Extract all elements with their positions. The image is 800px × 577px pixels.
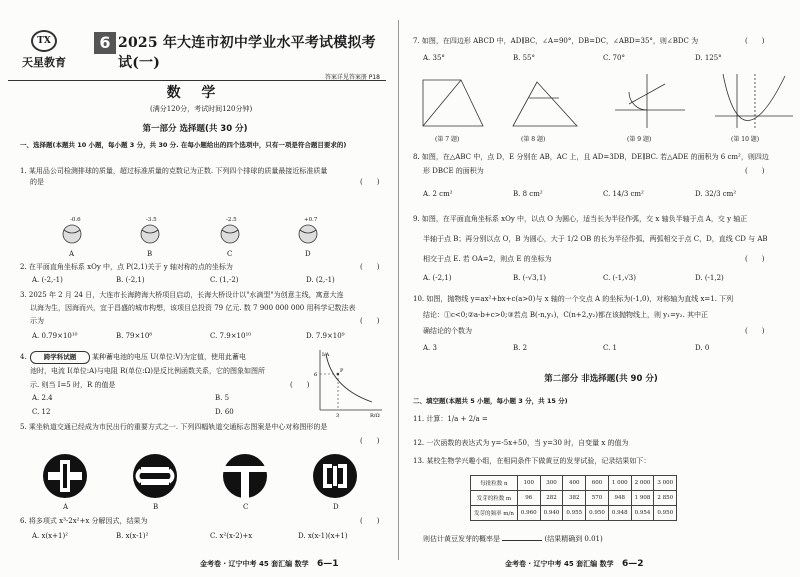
answer-paren: ( ) (360, 263, 380, 271)
table-cell: 每批粒数 n (471, 476, 518, 491)
q8-option-a: A. 2 cm² (423, 190, 453, 198)
table-cell: 570 (586, 491, 609, 506)
table-cell: 发芽的粒数 m (471, 491, 518, 506)
q3-option-a: A. 0.79×10¹⁰ (32, 332, 78, 340)
q2-option-c: C. (1,-2) (210, 276, 239, 284)
point-label: P (340, 368, 344, 374)
ball-value: -0.6 (70, 217, 81, 223)
q4-option-c: C. 12 (32, 408, 51, 416)
table-row (471, 491, 677, 506)
figure-caption: (第 8 题) (521, 136, 546, 143)
q13-answer-label: 则估计黄豆发芽的概率是 (423, 535, 500, 543)
table-cell: 0.948 (608, 506, 631, 521)
table-cell: 0.955 (563, 506, 586, 521)
table-cell: 3 000 (654, 476, 677, 491)
q4-option-a: A. 2.4 (32, 394, 53, 402)
figure-caption: (第 9 题) (627, 136, 652, 143)
answer-paren: ( ) (290, 381, 310, 389)
q10-text-3: 确结论的个数为 (423, 327, 472, 335)
q3-option-d: D. 7.9×10⁹ (306, 332, 345, 340)
q6-text: 6. 将多项式 x³-2x²+x 分解因式，结果为 (20, 517, 148, 525)
q8-text: 8. 如图，在△ABC 中，点 D，E 分别在 AB，AC 上，且 AD=3DB，DE∥BC. 若△ADE 的面积为 6 cm²，则四边 (413, 153, 769, 161)
answer-paren: ( ) (745, 37, 765, 45)
q8-text-2: 形 DBCE 的面积为 (423, 167, 484, 175)
answer-paren: ( ) (745, 167, 765, 175)
q6-option-b: B. x(x-1)² (116, 532, 149, 540)
q6-option-d: D. x(x-1)(x+1) (298, 532, 348, 540)
table-row (471, 476, 677, 491)
q9-text-2: 半轴于点 B；再分别以点 O，B 为圆心，大于 1/2 OB 的长为半径作弧，两弧相交于点 C，D，直线 CD 与 AB (423, 235, 768, 243)
q8-option-d: D. 32/3 cm² (695, 190, 737, 198)
cross-subject-badge: 跨学科试题 (30, 351, 90, 364)
q7-option-c: C. 70° (603, 54, 625, 62)
q3-option-c: C. 7.9×10¹⁰ (210, 332, 252, 340)
option-label: B (147, 250, 153, 258)
q9-text-3: 相交于点 E. 若 OA=2，则点 E 的坐标为 (423, 255, 552, 263)
logo-text: 天星教育 (22, 56, 66, 69)
table-row (471, 506, 677, 521)
publisher-logo (14, 30, 74, 72)
q9-option-c: C. (-1,√3) (603, 274, 636, 282)
subject-title: 数 学 (166, 85, 224, 101)
ball-value: +0.7 (304, 217, 318, 223)
option-label: B (153, 503, 159, 511)
q10-option-d: D. 0 (695, 344, 710, 352)
q3-text-3: 示为 (30, 317, 44, 325)
q13-precision-note: (结果精确到 0.01) (544, 535, 603, 543)
answer-paren: ( ) (360, 517, 380, 525)
germination-table (470, 475, 677, 521)
q12-text: 12. 一次函数的表达式为 y=-5x+50，当 y=30 时，自变量 x 的值为 (413, 439, 629, 447)
logo-a (43, 454, 87, 498)
q8-option-c: C. 14/3 cm² (603, 190, 644, 198)
ball-value: -3.5 (146, 217, 157, 223)
answer-paren: ( ) (360, 178, 380, 186)
table-cell: 400 (563, 476, 586, 491)
table-cell: 282 (540, 491, 563, 506)
transit-logos (40, 452, 360, 502)
q8-option-b: B. 8 cm² (513, 190, 543, 198)
q2-option-d: D. (2,-1) (306, 276, 335, 284)
option-label: D (305, 250, 311, 258)
q7-option-d: D. 125° (695, 54, 722, 62)
section1-instructions: 一、选择题(本题共 10 小题，每小题 3 分，共 30 分. 在每小题给出的四个选项中，只有一项是符合题目要求的) (20, 141, 347, 149)
answer-paren: ( ) (360, 437, 380, 445)
q10-text-2: 结论：①c<0;②a-b+c>0;③若点 B(-n,y₁)，C(n+2,y₂)都在该抛物线上，则 y₁=y₂. 其中正 (423, 311, 709, 319)
q4-number: 4. (20, 353, 27, 361)
table-cell: 382 (563, 491, 586, 506)
q5-text: 5. 乘坐轨道交通已经成为市民出行的重要方式之一. 下列四幅轨道交通标志图案是中心对称图形的是 (20, 423, 328, 431)
q7-option-b: B. 55° (513, 54, 536, 62)
divider (8, 80, 386, 81)
page-number: 6—1 (317, 559, 339, 569)
table-cell: 0.954 (631, 506, 654, 521)
q11-text: 11. 计算：1/a + 2/a = (413, 415, 488, 423)
logo-c (223, 454, 267, 498)
part1-title: 第一部分 选择题(共 30 分) (142, 124, 248, 134)
q7-text: 7. 如图，在四边形 ABCD 中，AD∥BC，∠A=90°，DB=DC，∠ABD=35°，则∠BDC 为 (413, 37, 699, 45)
page-gutter (398, 20, 399, 560)
volleyball-figures (60, 222, 330, 246)
figures-7-10 (415, 70, 795, 132)
footer-text: 金考卷 · 辽宁中考 45 套汇编 数学 (505, 560, 614, 568)
q2-text: 2. 在平面直角坐标系 xOy 中，点 P(2,1)关于 y 轴对称的点的坐标为 (20, 263, 233, 271)
q4-text-3: 示. 则当 I=5 时，R 的值是 (30, 381, 116, 389)
section2-instructions: 二、填空题(本题共 5 小题，每小题 3 分，共 15 分) (413, 397, 568, 405)
footer-left (200, 559, 339, 569)
figure-caption: (第 7 题) (435, 136, 460, 143)
option-label: A (69, 250, 75, 258)
q9-text: 9. 如图，在平面直角坐标系 xOy 中，以点 O 为圆心，适当长为半径作弧，交 x 轴负半轴于点 A，交 y 轴正 (413, 215, 748, 223)
tick-label: 3 (336, 413, 340, 418)
left-page (0, 0, 390, 577)
ball-value: -2.5 (226, 217, 237, 223)
q1-text-2: 的是 (30, 178, 44, 186)
q3-text: 3. 2025 年 2 月 24 日，大连市长海跨海大桥项目启动，长海大桥设计以"水滴型"为创意主线，寓意大连 (20, 291, 344, 299)
table-cell: 100 (517, 476, 540, 491)
footer-right (505, 559, 644, 569)
q4-option-b: B. 5 (215, 394, 230, 402)
q10-option-c: C. 1 (603, 344, 618, 352)
q9-option-a: A. (-2,1) (423, 274, 452, 282)
option-label: D (333, 503, 339, 511)
table-cell: 948 (608, 491, 631, 506)
table-cell: 96 (517, 491, 540, 506)
q13-answer-prompt (423, 534, 603, 544)
logo-badge: TX (31, 30, 57, 52)
q10-text: 10. 如图，抛物线 y=ax²+bx+c(a>0)与 x 轴的一个交点 A 的坐标为(-1,0)，对称轴为直线 x=1. 下列 (413, 295, 734, 303)
q13-text: 13. 某校生物学兴趣小组，在相同条件下做黄豆的发芽试验，记录结果如下： (413, 457, 651, 465)
answer-reference: 答案详见答案册 P18 (324, 74, 380, 81)
q10-option-a: A. 3 (423, 344, 437, 352)
answer-paren: ( ) (360, 317, 380, 325)
table-cell: 300 (540, 476, 563, 491)
option-label: C (227, 250, 233, 258)
q4-text-2: 池时，电流 I(单位:A)与电阻 R(单位:Ω)是反比例函数关系，它的图象如图所 (30, 367, 265, 375)
tick-label: 6 (314, 372, 318, 378)
page-number: 6—2 (622, 559, 644, 569)
figure-caption: (第 10 题) (731, 136, 760, 143)
table-cell: 0.960 (517, 506, 540, 521)
logo-d (313, 454, 357, 498)
q1-text: 1. 某用品公司检测排球的质量，超过标准质量的克数记为正数. 下列四个排球的质量最接近标准质量 (20, 167, 328, 175)
footer-text: 金考卷 · 辽宁中考 45 套汇编 数学 (200, 560, 309, 568)
q6-option-a: A. x(x+1)² (32, 532, 68, 540)
table-cell: 2 000 (631, 476, 654, 491)
axis-label: R/Ω (370, 413, 380, 418)
answer-paren: ( ) (745, 327, 765, 335)
logo-b (133, 454, 177, 498)
q7-option-a: A. 35° (423, 54, 445, 62)
table-cell: 1 000 (608, 476, 631, 491)
q4-graph (312, 348, 384, 418)
q3-text-2: 以海为生，因海而兴，宜于昌盛的城市构想，该项目总投资 79 亿元. 数 7 900 000 000 用科学记数法表 (30, 304, 356, 312)
header (8, 32, 386, 81)
answer-blank[interactable] (502, 540, 542, 541)
q6-option-c: C. x²(x-2)+x (210, 532, 253, 540)
table-cell: 0.950 (586, 506, 609, 521)
q2-option-b: B. (-2,1) (116, 276, 145, 284)
q3-option-b: B. 79×10⁸ (116, 332, 153, 340)
q4-option-d: D. 60 (215, 408, 234, 416)
q2-option-a: A. (-2,-1) (32, 276, 63, 284)
exam-title: 2025 年大连市初中学业水平考试模拟考试(一) (118, 35, 376, 71)
paper-number: 6 (94, 32, 116, 54)
table-cell: 发芽的频率 m/n (471, 506, 518, 521)
option-label: A (63, 503, 69, 511)
q4-text: 某种蓄电池的电压 U(单位:V)为定值，使用此蓄电 (92, 353, 246, 361)
answer-paren: ( ) (745, 255, 765, 263)
table-cell: 0.950 (654, 506, 677, 521)
option-label: C (243, 503, 249, 511)
exam-info: (满分120分，考试时间120分钟) (150, 105, 253, 113)
table-cell: 0.940 (540, 506, 563, 521)
table-cell: 2 850 (654, 491, 677, 506)
q9-option-b: B. (-√3,1) (513, 274, 547, 282)
table-cell: 1 908 (631, 491, 654, 506)
q10-option-b: B. 2 (513, 344, 528, 352)
part2-title: 第二部分 非选择题(共 90 分) (544, 374, 658, 384)
q9-option-d: D. (-1,2) (695, 274, 724, 282)
table-cell: 600 (586, 476, 609, 491)
axis-label: I/A (322, 352, 330, 358)
